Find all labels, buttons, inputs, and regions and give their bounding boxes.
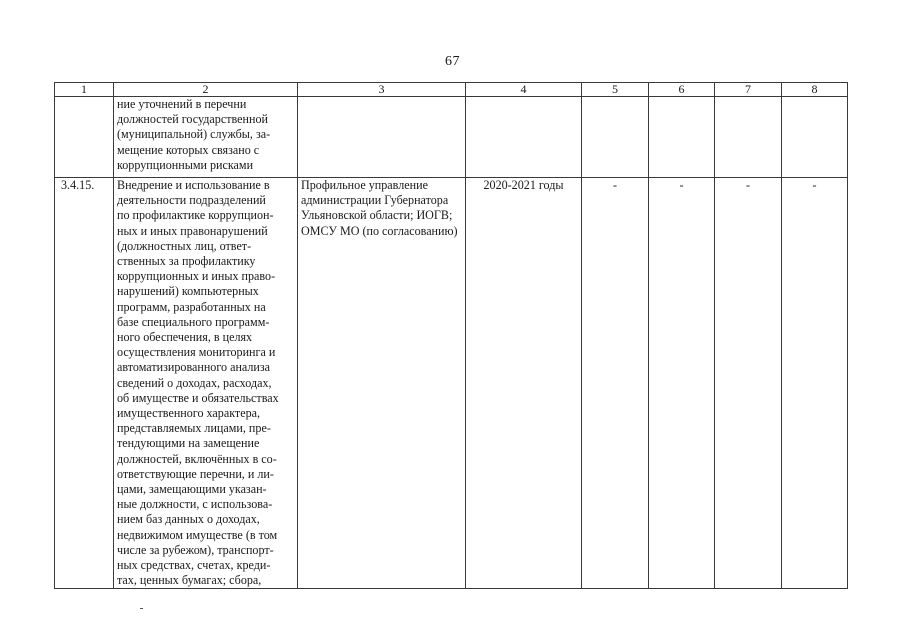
scan-speck — [140, 608, 143, 609]
cell-col6 — [649, 97, 715, 178]
cell-col5 — [582, 97, 649, 178]
col-header-4: 4 — [466, 83, 582, 97]
cell-executor: Профильное управление администрации Губернатора Ульяновской области; ИОГВ; ОМСУ МО (по согласованию) — [298, 178, 466, 589]
cell-col6: - — [649, 178, 715, 589]
col-header-1: 1 — [55, 83, 114, 97]
cell-col8: - — [782, 178, 848, 589]
col-header-3: 3 — [298, 83, 466, 97]
header-row — [55, 83, 848, 97]
cell-executor — [298, 97, 466, 178]
col-header-7: 7 — [715, 83, 782, 97]
col-header-8: 8 — [782, 83, 848, 97]
cell-col7 — [715, 97, 782, 178]
measures-table — [54, 82, 848, 589]
cell-number — [55, 97, 114, 178]
col-header-5: 5 — [582, 83, 649, 97]
col-header-6: 6 — [649, 83, 715, 97]
cell-term: 2020-2021 годы — [466, 178, 582, 589]
table-row-3-4-15 — [55, 178, 848, 589]
cell-description: ние уточнений в перечни должностей государственной (муниципальной) службы, за- мещение которых связано с коррупционными рисками — [114, 97, 298, 178]
cell-description: Внедрение и использование в деятельности подразделений по профилактике коррупцион- ных и иных правонарушений (должностных лиц, ответ- ственных за профилактику коррупционных и иных право- нарушений) компьютерных программ, разработанных на базе специального программ- ного обеспечения, в целях осуществления мониторинга и автоматизированного анализа сведений о доходах, расходах, об имуществе и обязательствах имущественного характера, представляемых лицами, пре- тендующими на замещение должностей, включённых в со- ответствующие перечни, и ли- цами, замещающими указан- ные должности, с использова- нием баз данных о доходах, недвижимом имуществе (в том числе за рубежом), транспорт- ных средствах, счетах, креди- тах, ценных бумагах; сбора, — [114, 178, 298, 589]
cell-term — [466, 97, 582, 178]
cell-col5: - — [582, 178, 649, 589]
cell-col7: - — [715, 178, 782, 589]
page-number: 67 — [445, 54, 460, 69]
col-header-2: 2 — [114, 83, 298, 97]
table-row-continued — [55, 97, 848, 178]
cell-col8 — [782, 97, 848, 178]
cell-number: 3.4.15. — [55, 178, 114, 589]
